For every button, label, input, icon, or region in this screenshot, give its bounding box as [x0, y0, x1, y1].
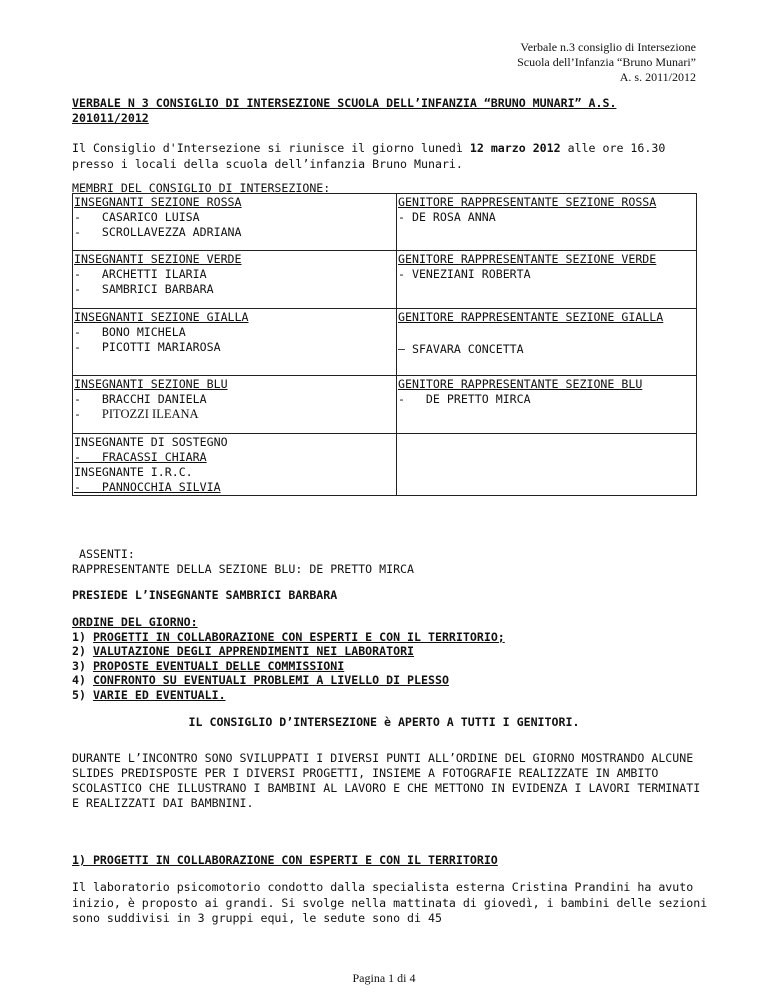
- section-title: GENITORE RAPPRESENTANTE SEZIONE VERDE: [398, 252, 657, 266]
- ordine-del-giorno: [72, 615, 505, 703]
- member-name: – SFAVARA CONCETTA: [398, 342, 524, 356]
- member-name: PITOZZI ILEANA: [101, 407, 199, 421]
- dash: -: [74, 407, 102, 421]
- cell-insegnanti-gialla: [73, 309, 397, 376]
- list-item: 3) PROPOSTE EVENTUALI DELLE COMMISSIONI: [72, 658, 345, 673]
- meeting-date: 12 marzo 2012: [469, 141, 561, 155]
- odg-label: ORDINE DEL GIORNO:: [72, 615, 198, 629]
- member-name: - DE PRETTO MIRCA: [398, 392, 531, 406]
- page-footer: Pagina 1 di 4: [352, 971, 416, 985]
- cell-genitore-gialla: [397, 309, 697, 376]
- header-line-1: Verbale n.3 consiglio di Intersezione: [520, 40, 696, 54]
- cell-insegnanti-rossa: [73, 194, 397, 251]
- assenti-label: ASSENTI:: [72, 547, 135, 561]
- section-title: INSEGNANTI SEZIONE GIALLA: [74, 310, 249, 324]
- section-1-title: 1) PROGETTI IN COLLABORAZIONE CON ESPERTI E CON IL TERRITORIO: [72, 853, 498, 867]
- member-name-row: [74, 407, 394, 422]
- aperto-heading: IL CONSIGLIO D’INTERSEZIONE è APERTO A TUTTI I GENITORI.: [188, 715, 580, 729]
- member-name: - CASARICO LUISA: [74, 210, 200, 224]
- section-title: INSEGNANTI SEZIONE BLU: [74, 377, 228, 391]
- intro-before: Il Consiglio d'Intersezione si riunisce il giorno lunedì: [72, 141, 470, 155]
- member-name: - BRACCHI DANIELA: [74, 392, 207, 406]
- section-1-paragraph: Il laboratorio psicomotorio condotto dalla specialista esterna Cristina Prandini ha avuto inizio, è proposto ai grandi. Si svolge nella mattinata di giovedì, i bambini delle sezioni sono suddivisi in 3 gruppi equi, le sedute sono di 45: [72, 880, 708, 925]
- list-item: 5) VARIE ED EVENTUALI.: [72, 687, 226, 702]
- intro-after: alle ore 16.30 presso i locali della scuola dell’infanzia Bruno Munari.: [72, 141, 666, 171]
- header-line-2: Scuola dell’Infanzia “Bruno Munari”: [517, 55, 696, 69]
- list-item: 1) PROGETTI IN COLLABORAZIONE CON ESPERTI E CON IL TERRITORIO;: [72, 629, 505, 644]
- member-name: - PANNOCCHIA SILVIA: [74, 480, 221, 494]
- assenti-text: RAPPRESENTANTE DELLA SEZIONE BLU: DE PRETTO MIRCA: [72, 562, 415, 576]
- cell-sostegno: [73, 434, 397, 496]
- member-name: - FRACASSI CHIARA: [74, 450, 207, 464]
- cell-genitore-blu: [397, 376, 697, 434]
- table-row-blu: [73, 376, 697, 434]
- header-line-3: A. s. 2011/2012: [619, 70, 696, 84]
- member-name: - SCROLLAVEZZA ADRIANA: [74, 225, 242, 239]
- section-title: INSEGNANTI SEZIONE ROSSA: [74, 195, 242, 209]
- member-name: - DE ROSA ANNA: [398, 210, 496, 224]
- member-name: - BONO MICHELA: [74, 325, 186, 339]
- list-item: 2) VALUTAZIONE DEGLI APPRENDIMENTI NEI LABORATORI: [72, 644, 415, 659]
- table-row-gialla: [73, 309, 697, 376]
- section-title: INSEGNANTE I.R.C.: [74, 465, 193, 479]
- section-title: GENITORE RAPPRESENTANTE SEZIONE ROSSA: [398, 195, 657, 209]
- assenti-block: [72, 547, 414, 577]
- section-title: INSEGNANTE DI SOSTEGNO: [74, 435, 228, 449]
- page-header: [517, 40, 696, 85]
- intro-paragraph: [72, 140, 702, 172]
- member-name: - PICOTTI MARIAROSA: [74, 340, 221, 354]
- cell-genitore-verde: [397, 251, 697, 309]
- section-title: INSEGNANTI SEZIONE VERDE: [74, 252, 242, 266]
- list-item: 4) CONFRONTO SU EVENTUALI PROBLEMI A LIVELLO DI PLESSO: [72, 673, 449, 688]
- member-name: - SAMBRICI BARBARA: [74, 282, 214, 296]
- presiede-line: PRESIEDE L’INSEGNANTE SAMBRICI BARBARA: [72, 588, 338, 602]
- document-title: VERBALE N 3 CONSIGLIO DI INTERSEZIONE SCUOLA DELL’INFANZIA “BRUNO MUNARI” A.S. 201011/2012: [72, 96, 617, 125]
- cell-empty: [397, 434, 697, 496]
- member-name: - VENEZIANI ROBERTA: [398, 267, 531, 281]
- cell-insegnanti-blu: [73, 376, 397, 434]
- table-row-verde: [73, 251, 697, 309]
- durante-paragraph: DURANTE L’INCONTRO SONO SVILUPPATI I DIVERSI PUNTI ALL’ORDINE DEL GIORNO MOSTRANDO ALCUNE SLIDES PREDISPOSTE PER I DIVERSI PROGETTI, INSIEME A FOTOGRAFIE REALIZZATE IN AMBITO SCOLASTICO CHE ILLUSTRANO I BAMBINI AL LAVORO E CHE METTONO IN EVIDENZA I LAVORI TERMINATI E REALIZZATI DAI BAMBNINI.: [72, 751, 701, 810]
- cell-insegnanti-verde: [73, 251, 397, 309]
- section-title: GENITORE RAPPRESENTANTE SEZIONE BLU: [398, 377, 643, 391]
- table-row-rossa: [73, 194, 697, 251]
- members-label: MEMBRI DEL CONSIGLIO DI INTERSEZIONE:: [72, 181, 331, 195]
- section-title: GENITORE RAPPRESENTANTE SEZIONE GIALLA: [398, 310, 664, 324]
- cell-genitore-rossa: [397, 194, 697, 251]
- member-name: - ARCHETTI ILARIA: [74, 267, 207, 281]
- members-table: [72, 193, 697, 496]
- table-row-sostegno: [73, 434, 697, 496]
